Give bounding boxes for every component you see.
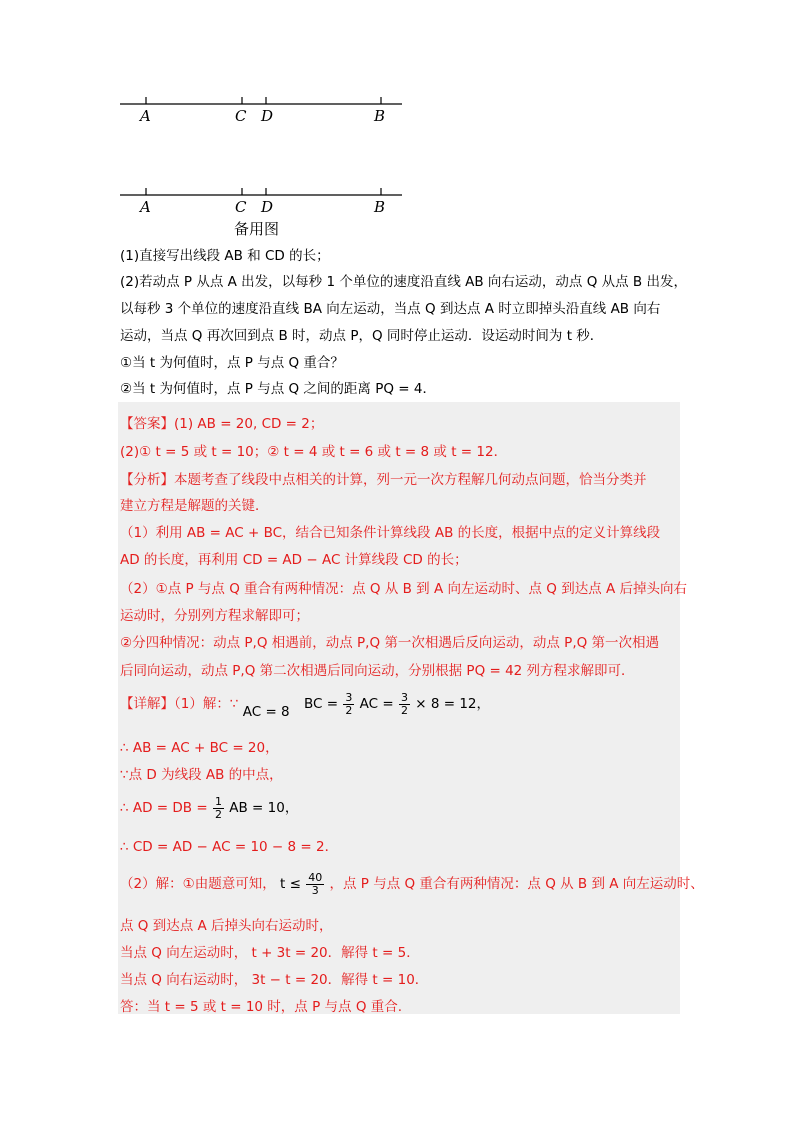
analysis-line-1: 【分析】本题考查了线段中点相关的计算，列一元一次方程解几何动点问题，恰当分类并 <box>120 472 647 488</box>
point-label-b: B <box>374 107 386 125</box>
number-line-diagram-1 <box>120 92 405 130</box>
detail-part2-line-2: 点 Q 到达点 A 后掉头向右运动时， <box>120 918 333 934</box>
detail-part2-line-1: （2）解：①由题意可知， t ≤ $\frac{40}{3}$ ，点 P 与点 Q 重合有两种情况：点 Q 从 B 到 A 向左运动时、 <box>120 871 704 897</box>
fraction-3-2b: $\frac{3}{2}$ <box>400 691 408 717</box>
number-line-1 <box>120 92 405 130</box>
question-part1: (1)直接写出线段 AB 和 CD 的长； <box>120 248 330 264</box>
fraction-1-2: $\frac{1}{2}$ <box>214 795 222 821</box>
analysis-line-4: AD 的长度，再利用 CD = AD − AC 计算线段 CD 的长； <box>120 552 468 568</box>
point-label-a: A <box>140 107 151 125</box>
question-sub1: ①当 t 为何值时，点 P 与点 Q 重合？ <box>120 355 344 371</box>
point-label-d: D <box>261 107 274 125</box>
question-part2-line2: 以每秒 3 个单位的速度沿直线 BA 向左运动，当点 Q 到达点 A 时立即掉头沿直线 AB 向右 <box>120 301 661 317</box>
analysis-line-8: 后同向运动，动点 P,Q 第二次相遇后同向运动，分别根据 PQ = 42 列方程求解即可． <box>120 663 635 679</box>
detail-head: 【详解】（1）解：∵ <box>120 696 239 713</box>
point-label-c: C <box>235 198 247 216</box>
detail-bc-mid: AC = <box>359 696 394 713</box>
fraction-40-3: $\frac{40}{3}$ <box>308 871 323 897</box>
detail-part2-line-5: 答：当 t = 5 或 t = 10 时，点 P 与点 Q 重合. <box>120 999 403 1015</box>
detail-part2-line-3: 当点 Q 向左运动时， t + 3t = 20．解得 t = 5． <box>120 945 420 961</box>
detail-bc-label: BC = <box>303 696 339 713</box>
question-part2-line1: (2)若动点 P 从点 A 出发，以每秒 1 个单位的速度沿直线 AB 向右运动，动点 Q 从点 B 出发， <box>120 274 687 290</box>
number-line-2 <box>120 183 405 221</box>
fraction-3-2: $\frac{3}{2}$ <box>345 691 353 717</box>
question-sub2: ②当 t 为何值时，点 P 与点 Q 之间的距离 PQ = 4． <box>120 381 436 397</box>
detail-line-1 <box>120 691 490 721</box>
point-label-b: B <box>374 198 386 216</box>
detail-line-3: ∵点 D 为线段 AB 的中点， <box>120 767 283 783</box>
detail-line-5: ∴ CD = AD − AC = 10 − 8 = 2． <box>120 839 339 855</box>
detail-line-4: ∴ AD = DB = $\frac{1}{2}$ AB = 10， <box>120 795 299 821</box>
analysis-line-3: （1）利用 AB = AC + BC，结合已知条件计算线段 AB 的长度，根据中点的定义计算线段 <box>120 525 661 541</box>
analysis-line-5: （2）①点 P 与点 Q 重合有两种情况：点 Q 从 B 到 A 向左运动时、点 Q 到达点 A 后掉头向右 <box>120 581 688 597</box>
diagram-caption: 备用图 <box>234 220 280 238</box>
analysis-line-2: 建立方程是解题的关键． <box>120 498 269 514</box>
detail-ac: AC = 8 <box>242 704 290 721</box>
analysis-line-7: ②分四种情况：动点 P,Q 相遇前，动点 P,Q 第一次相遇后反向运动，动点 P,Q 第一次相遇 <box>120 635 660 651</box>
point-label-d: D <box>261 198 274 216</box>
point-label-c: C <box>235 107 247 125</box>
point-label-a: A <box>140 198 151 216</box>
detail-bc-end: × 8 = 12， <box>415 696 490 713</box>
question-part2-line3: 运动，当点 Q 再次回到点 B 时，动点 P，Q 同时停止运动．设运动时间为 t 秒． <box>120 328 604 344</box>
answer-line-2: (2)① t = 5 或 t = 10；② t = 4 或 t = 6 或 t = 8 或 t = 12． <box>120 444 508 460</box>
detail-part2-line-4: 当点 Q 向右运动时， 3t − t = 20．解得 t = 10． <box>120 972 429 988</box>
answer-line-1: 【答案】(1) AB = 20, CD = 2； <box>120 416 324 432</box>
analysis-line-6: 运动时，分别列方程求解即可； <box>120 608 309 624</box>
detail-line-2: ∴ AB = AC + BC = 20， <box>120 740 279 756</box>
number-line-diagram-2 <box>120 183 405 221</box>
